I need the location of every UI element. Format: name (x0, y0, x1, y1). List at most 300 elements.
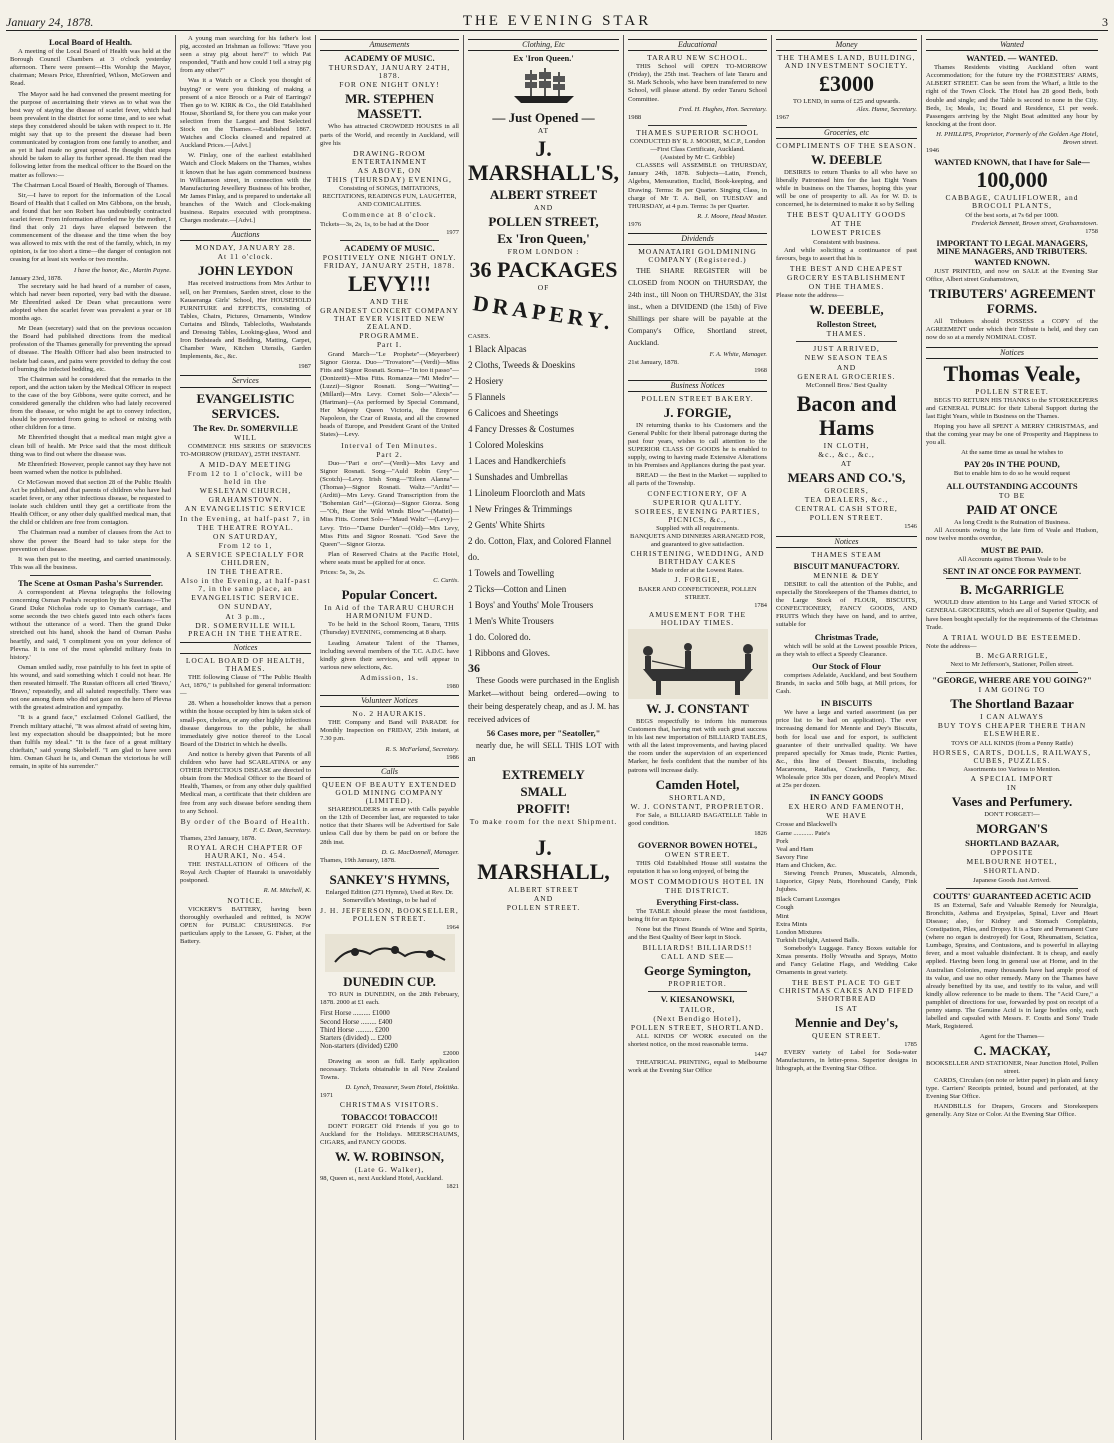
ad-text: WESLEYAN CHURCH, (199, 486, 292, 496)
list-item: 2 Hosiery (468, 375, 504, 386)
ad-text: A SERVICE SPECIALLY FOR CHILDREN, (186, 549, 305, 567)
ad-text: (Next Bendigo Hotel), (653, 1013, 742, 1023)
article-paragraph: The secretary said he had heard of a number of cases, which had never been reported, very bad with the disease. Mr Ehrenfried asked Dr Dean what precautions were adopted when the scarlet fever was prevalent a year or 18 months ago. (10, 282, 171, 323)
ad-body: Enlarged Edition (271 Hymns), Used at Rev. Dr. Somerville's Meetings, to be had of (325, 888, 454, 904)
ad-body: And while soliciting a continuance of past favours, begs to assert that his is (776, 246, 917, 262)
notice-signature: F. C. Dean, Secretary. (252, 826, 311, 834)
ad-text: PAY 20s IN THE POUND, (964, 459, 1060, 470)
divider (946, 578, 1078, 579)
ad-text: SENT IN AT ONCE FOR PAYMENT. (942, 566, 1082, 577)
ad-text: GENERAL GROCERIES. (797, 371, 896, 381)
list-item: 1 Black Alpacas (468, 343, 527, 354)
ad-text: AND (533, 203, 554, 213)
ad-body: CLASSES will ASSEMBLE on THURSDAY, January 24th, 1878. Subjects—Latin, French, Algebra, Mensuration, Euclid, Book-keeping, and Drawing. Terms: 8s per Quarter. Singing Class, in charge of Mr T. A. Bell, on TUESDAY and THURSDAY, at 4 p.m. Terms: 3s per Quarter. (628, 162, 767, 210)
ad-headline: Bacon and Hams (796, 390, 897, 440)
article-headline: The Scene at Osman Pasha's Surrender. (18, 577, 163, 588)
ad-text: ON THE THAMES. (808, 281, 885, 291)
divider (340, 240, 439, 241)
section-heading-notices: Notices (776, 536, 917, 548)
ad-text: OPPOSITE (990, 848, 1034, 858)
ad-text: I AM GOING TO (978, 685, 1046, 695)
notice-title: NOTICE. (227, 895, 264, 905)
ad-text: Tickets—3s, 2s, 1s, to be had at the Door (320, 220, 429, 228)
merchant-name: W. DEEBLE, (809, 302, 884, 318)
ad-text: SHORTLAND, (669, 792, 726, 802)
ad-text: THE THEATRE ROYAL. (197, 522, 294, 532)
ad-number: 1826 (754, 830, 767, 837)
section-heading-clothing: Clothing, Etc (468, 39, 619, 51)
ad-text: THE BEST AND CHEAPEST (789, 263, 904, 273)
list-item: Black Currant Lozenges (776, 896, 841, 904)
ad-body: ALL KINDS OF WORK executed on the shortest notice, on the most reasonable terms. (628, 1032, 767, 1048)
ad-body: IS an External, Safe and Valuable Remedy for Neuralgia, Bronchitis, Asthma and Erysipelas, Spinal, Liver and Heart Disease; also, for Kidney and Stomach Complaints, Constipation, Piles, and Dropsy. It is a Sure and Permanent Cure (where no organ is destroyed) for Gout, Rheumatism, Sciatica, Lumbago, Sprains, and Contusions, and is powerful in allaying fever, and a most valuable disinfectant. It is cheap, and easily applied. Having been long in general use at Home, and in the Australian Colonies, many thousands have had ample proof of its value, and use no other remedy. Many on the Thames have already benefited by its use, and testify to its value, and will kindly allow reference to be made to them. The "Acid Cure," a pamphlet of directions for use, forwarded by post on receipt of a penny stamp. The Genuine Acid is in large bottles only, each labelled and capsuled with Messrs. F. Coutts and Sons' Trade Mark, Registered. (926, 901, 1098, 1031)
article-paragraph: A correspondent at Plevna telegraphs the following concerning Osman Pasha's reception by the Russians:—The Grand Duke Nicholas rode up to Osman's carriage, and some seconds the two chiefs gazed into each other's faces without the utterance of a word. Then the grand Duke stretched out his hand, shook the hand of Osman Pasha heartily, and said, 'I compliment you on your defence of Plevna. It is one of the most splendid military feats in history.' (10, 589, 171, 661)
ad-number: 1546 (904, 523, 917, 531)
ad-body: EVERY variety of Label for Soda-water Manufacturers, in letter-press. Superior designs in lithograph, at the Evening Star Office. (776, 1048, 917, 1072)
section-heading-dividends: Dividends (628, 233, 767, 245)
ad-signature: Frederick Bennett, Brown street, Grahamstown. (971, 219, 1098, 227)
list-item: Savory Fine (776, 853, 809, 861)
ad-body: To be held in the School Room, Tararu, THIS (Thursday) EVENING, commencing at 8 sharp. (320, 621, 459, 637)
ad-date: 21st January, 1878. (628, 359, 679, 367)
ad-text: Christmas Trade, (814, 631, 879, 642)
ad-text: A SPECIAL IMPORT (970, 773, 1054, 783)
ad-title: POLLEN STREET BAKERY. (641, 393, 754, 403)
article-paragraph: Was it a Watch or a Clock you thought of buying? or were you thinking of making a present of a nice Brooch or a Pair of Earrings? Then go to W. KIRK & Co., the Old Established House, Shortland St, for there you can make your selection from the Largest and Best Selected Stock on the Thames.—Established 1867. Watches and Clocks cleaned and repaired at Auckland Prices.—[Advt.] (180, 77, 311, 150)
ad-text: TEA DEALERS, &c., (804, 495, 889, 505)
ad-text: ON SUNDAY, (218, 602, 273, 612)
ad-text: Prices: 5s, 3s, 2s. (320, 568, 366, 576)
loan-amount: £3000 (819, 71, 874, 97)
ad-text: W. J. CONSTANT, PROPRIETOR. (630, 801, 765, 811)
ad-title: Popular Concert. (341, 587, 438, 603)
ad-title: IMPORTANT TO LEGAL MANAGERS, MINE MANAGERS, AND TRIBUTERS. (936, 237, 1088, 256)
ad-number: 1964 (446, 924, 459, 932)
hotel-name: Camden Hotel, (655, 776, 740, 792)
ad-text: PROPRIETOR. (668, 979, 727, 989)
column-1 (6, 35, 176, 1440)
article-paragraph: A young man searching for his father's lost pig, accosted an Irishman as follows: "Have you seen a stray pig about here?" to which Pat responded, "Faith and how could I tell a stray pig from any other?" (180, 35, 311, 75)
ad-text: AS ABOVE, ON (357, 165, 422, 175)
ad-text: Of the best sorts, at 7s 6d per 1000. (965, 211, 1059, 219)
ad-text: &c., &c., &c., (818, 449, 875, 459)
ad-number: 1986 (446, 753, 459, 761)
ad-title: DUNEDIN CUP. (343, 974, 436, 990)
section-heading-groceries: Groceries, etc (776, 127, 917, 139)
notice-body: And notice is hereby given that Parents of all children who have had SCARLATINA or any OTHER INFECTIOUS DISEASE are directed to obtain from the Medical Officer to the Board of Health, Thames, or from any other duly qualified Medical man, a certificate that their children are free from any such disease before sending them to any School. (180, 750, 311, 815)
ad-title: WANTED. — WANTED. (966, 53, 1058, 64)
ad-text: THURSDAY, JANUARY 24TH, 1878. (328, 63, 451, 81)
column-3 (316, 35, 464, 1440)
ad-body: All Accounts owing to the late firm of Veale and Hudson, now twelve months overdue, (926, 526, 1098, 542)
letter-address: The Chairman Local Board of Health, Borough of Thames. (12, 181, 169, 189)
list-item: Crosse and Blackwell's (776, 821, 838, 829)
ad-text: Made to order at the Lowest Rates. (651, 567, 744, 575)
ad-signature: C. Curtis. (433, 577, 459, 585)
ad-text: IN THE THEATRE. (207, 567, 284, 577)
list-total: 36 (468, 660, 480, 675)
ship-illustration (509, 66, 579, 106)
shop-name: MORGAN'S (976, 821, 1048, 837)
ad-text: IN (1007, 783, 1017, 792)
ad-text: BUY TOYS CHEAPER THERE THAN ELSEWHERE. (937, 721, 1087, 739)
programme-list: Duo—"Pari e oro"—(Verdi)—Mrs Levy and Signor Rosnati. Song—"Auld Robin Grey"—(Scotch)—Levy. Irish Song—"Eileen Alanna"—(Thomas)—Signor Rosnati. Waltz—"Arditi"—(Arditi)—Mrs Levy. Grand Transcription from the "Bohemian Girl"—(Giorza)—Signor Giorza. Song—"Oh, Hear the Wild Winds Blow"—(Mattei)—Miss Fitts. Cornet Solo—"Maud Waltz"—(Levy)—Levy. Trio—"Dame Durden"—(Old)—Mrs Levy, Miss Fitts and Signor Rosnati. "God Save the Queen"—Signor Giorza. (320, 459, 459, 548)
ad-text: As long Credit is the Ruination of Business. (953, 518, 1071, 526)
ad-text: MELBOURNE HOTEL, (966, 857, 1058, 867)
ad-subtitle: The Rev. Dr. SOMERVILLE (193, 422, 298, 433)
ad-body: Somebody's Luggage. Fancy Boxes suitable for Xmas presents. Holly Wreaths and Sprays, Motto and Fancy Gelatine Flags, and Wedding Cake Ornaments in great variety. (776, 944, 917, 977)
ad-text: AT THE (830, 219, 863, 229)
ad-text: Also in the Evening, at half-past 7, in the same place, an (180, 576, 311, 594)
merchant-name: W. W. ROBINSON, (335, 1148, 444, 1164)
notice-clause: 28. When a householder knows that a person within the house occupied by him is taken sick of small-pox, cholera, or any other highly infectious disease dangerous to the public, he shall immediately give notice thereof to the Local Board of the District in which he dwells. (180, 700, 311, 748)
letter-date: January 23rd, 1878. (10, 274, 63, 282)
ad-text: AN EVANGELISTIC SERVICE (184, 504, 307, 514)
ad-text: In the Evening, at half-past 7, in (180, 513, 311, 523)
article-paragraph: Mr Dean (secretary) said that on the previous occasion the Board had published directions from the medical profession of the Thames generally for preventing the spread of disease. The Health Officer had also been instructed to isolate bad cases, and pains were provided to defray the cost of burning the infected bedding, etc. (10, 325, 171, 373)
ad-text: NEW SEASON TEAS (804, 353, 889, 363)
ad-title: WANTED KNOWN. (974, 256, 1050, 267)
list-item: 5 Flannels (468, 391, 506, 402)
ad-text: ALL OUTSTANDING ACCOUNTS (946, 480, 1078, 491)
ad-text: TAILOR, (679, 1004, 716, 1014)
ad-text: Assortments too Various to Mention. (963, 765, 1061, 773)
ad-body: CARDS, Circulars (on note or letter paper) in plain and fancy type. Carriers' Receipts printed, bound and perforated, at the Evening Star Office. (926, 1076, 1098, 1100)
column-6 (772, 35, 922, 1440)
list-item: Cough (776, 904, 794, 912)
article-paragraph: Cr McGowan moved that section 28 of the Public Health Act be published, and that parents of children who have had scarlet fever, or any other infectious disease, be requested to isolate such children until they get a certificate from the Health Officer, or any other duly qualified medical man, that the child or children are free from contagion. (10, 478, 171, 527)
ad-text: CHRISTENING, WEDDING, AND BIRTHDAY CAKES (630, 549, 765, 567)
column-7 (922, 35, 1102, 1440)
merchant-name: C. MACKAY, (973, 1043, 1051, 1059)
newspaper-title: THE EVENING STAR (462, 13, 652, 29)
ad-text: POLLEN STREET. (975, 386, 1049, 396)
ad-text: QUEEN OF BEAUTY EXTENDED GOLD MINING COMPANY (LIMITED). (322, 779, 457, 806)
auction-date: MONDAY, JANUARY 28. (195, 243, 296, 253)
ad-text: All Accounts against Thomas Veale to be (957, 556, 1067, 564)
ad-text: THE BEST QUALITY GOODS (786, 210, 907, 220)
ad-text: BANQUETS AND DINNERS ARRANGED FOR, and guaranteed to give satisfaction. (629, 532, 765, 549)
ad-signature: R. J. Moore, Head Master. (697, 212, 767, 220)
ad-text: Our Stock of Flour (811, 660, 882, 671)
ad-text: From 12 to 1, (218, 540, 273, 550)
ad-title: BISCUIT MANUFACTORY. (793, 560, 900, 571)
notice-date: Thames, 23rd January, 1878. (180, 834, 257, 842)
ad-body: Thames Residents visiting Auckland often want Accommodation; for the future try the FORESTERS' ARMS, ALBERT STREET. Can be seen from the Wharf, a little to the right of the Town Clock. The Hotel has 28 good Beds, both double and single; and the Table is second to none in the City. Beds, 1s; Meals, 1s; Board and Residence, £1 per week. Passengers arriving by the Night Boat admitted any hour by knocking at the front door. (926, 64, 1098, 128)
article-paragraph: W. Finlay, one of the earliest established Watch and Clock Makers on the Thames, wishes it known that he has again commenced business in Williamson street, in connection with the Manufacturing Jewellery Business of his brother, Mr James Finlay, and is prepared to undertake all branches of the Watch and Clock-making business. Repairs executed with promptness. Charges moderate.—[Advt.] (180, 152, 311, 225)
issue-date: January 24, 1878. (6, 15, 94, 29)
ad-body: Who has attracted CROWDED HOUSES in all parts of the World, and recently in Auckland, will give his (320, 123, 459, 147)
ad-text: Interval of Ten Minutes. (341, 440, 438, 450)
section-heading-money: Money (776, 39, 917, 51)
ad-number: 1821 (446, 1183, 459, 1191)
merchant-name: W. DEEBLE (810, 151, 883, 167)
ad-text: GRAHAMSTOWN. (208, 495, 283, 505)
ad-signature: D. G. MacDonnell, Manager. (381, 848, 459, 856)
ad-number: 1946 (926, 147, 940, 155)
divider (648, 125, 747, 126)
ad-text: AT (537, 126, 550, 136)
ad-text: OWEN STREET. (664, 850, 731, 860)
section-heading-volunteer: Volunteer Notices (320, 695, 459, 707)
divider (340, 868, 439, 869)
ad-body: We have a large and varied assortment (as per price list to be had on application). The ever increasing demand for Mennie and Dey's Biscuits, both for local use and for export, is sufficient guarantee of their unrivalled quality. We have prepared specially for Xmas trade, Picnic Parties, &c., this line of Dessert Biscuits, including Macaroons, Ratafias, Cracknells, Fancy, &c. Wholesale price 30s per dozen, and People's Mixed at 25s per dozen. (776, 709, 917, 790)
ad-body: None but the Finest Brands of Wine and Spirits, and the Best Quality of Beer kept in Stock. (628, 925, 767, 942)
ad-text: ON SATURDAY, (213, 531, 278, 541)
ad-text: IS AT (835, 1003, 858, 1013)
ad-text: TO BE (998, 490, 1026, 500)
ad-signature: R. S. McFarland, Secretary. (385, 745, 459, 753)
merchant-name: George Symington, (644, 963, 751, 979)
ad-text: IN BISCUITS (820, 698, 873, 709)
section-heading-business: Business Notices (628, 380, 767, 392)
list-item: Ham and Chicken, &c. (776, 861, 837, 869)
ad-text: PROFIT! (516, 800, 571, 816)
ad-text: Everything First-class. (656, 896, 739, 907)
ad-text: Part 2. (376, 449, 403, 459)
list-item: 1 Linoleum Floorcloth and Mats (468, 487, 585, 498)
list-item: Extra Mints (776, 920, 808, 928)
ad-text: BAKER AND CONFECTIONER, POLLEN STREET. (638, 585, 757, 601)
ad-number: 1968 (754, 367, 767, 375)
ad-text: GRANDEST CONCERT COMPANY THAT EVER VISITED NEW ZEALAND. (320, 306, 459, 332)
ad-text: EXTREMELY (502, 766, 585, 782)
ad-number: 1447 (754, 1050, 767, 1058)
ad-text: THIS (THURSDAY) EVENING, (327, 175, 452, 185)
ad-text: SMALL (520, 783, 567, 799)
ad-text: Note the address— (926, 642, 977, 650)
divider (30, 575, 151, 576)
ad-title: COUTTS' GUARANTEED ACETIC ACID (933, 890, 1091, 901)
ad-title: THAMES SUPERIOR SCHOOL (636, 127, 759, 137)
merchant-name: MEARS AND CO.'S, (787, 470, 906, 486)
ad-text: In Aid of the TARARU CHURCH HARMONIUM FUND. (324, 603, 455, 621)
ad-text: POLLEN STREET, SHORTLAND. (630, 1022, 765, 1032)
ad-text: At the same time as usual he wishes to (961, 449, 1063, 457)
merchant-name: B. McGARRIGLE, (975, 650, 1049, 660)
ad-body: Plan of Reserved Chairs at the Pacific Hotel, where seats must be applied for at once. (320, 550, 459, 566)
ad-text: EVANGELISTIC SERVICE. (191, 593, 300, 603)
notice-order: By order of the Board of Health. (180, 816, 311, 826)
performer-name: LEVY!!! (347, 270, 432, 296)
list-label: CASES. (468, 332, 491, 340)
ad-body: Hoping you have all SPENT A MERRY CHRISTMAS, and that the coming year may be one of Prosperity and Happiness to you all. (926, 423, 1098, 447)
ad-text: Commence at 8 o'clock. (342, 210, 437, 220)
ad-body: BEGS respectfully to inform his numerous Customers that, having met with such great success in his last new importation of BILLIARD TABLES, with all the latest improvements, and having placed the room under the supervision of an experienced Marker, he feels confident that the number of his patrons will increase daily. (628, 717, 767, 774)
ad-body: Leading Amateur Talent of the Thames, including several members of the T.C. A.D.C. have kindly given their services, and will appear in various new selections, &c. (320, 639, 459, 671)
ad-text: THAMES STEAM (811, 549, 882, 559)
ad-text: Next to Mr Jefferson's, Stationer, Pollen street. (950, 660, 1074, 668)
ad-signature: H. PHILLIPS, Proprietor, Formerly of the Golden Age Hotel, Brown street. (936, 130, 1098, 147)
ad-text: SOIREES, EVENING PARTIES, PICNICS, &c., (634, 506, 761, 524)
letter-signature: I have the honor, &c., Martin Payne. (73, 266, 171, 274)
ad-body: WOULD draw attention to his Large and Varied STOCK of GENERAL GROCERIES, which are all of Superior Quality, and have been bought specially for the requirements of the Christmas Trade. (926, 599, 1098, 631)
ad-body: Drawing as soon as full. Early application necessary. Tickets obtainable in all New Zealand Towns. (320, 1058, 459, 1082)
ad-body: DON'T FORGET Old Friends if you go to Auckland for the Holidays. MEERSCHAUMS, CIGARS, and FANCY GOODS. (320, 1122, 459, 1146)
page-number: 3 (1102, 15, 1108, 29)
performer-name: MR. STEPHEN MASSETT. (345, 91, 434, 122)
ad-subtitle: TOBACCO! TOBACCO!! (341, 1111, 438, 1122)
notice-title: LOCAL BOARD OF HEALTH, THAMES. (185, 655, 306, 673)
notice-signature: R. M. Mitchell, K. (263, 887, 311, 895)
ad-text: IN FANCY GOODS (809, 792, 884, 803)
prize-row: Third Horse .......... £200 (320, 1025, 390, 1034)
ad-headline: Vases and Perfumery. (951, 794, 1073, 810)
ad-text: "GEORGE, WHERE ARE YOU GOING?" (932, 675, 1092, 686)
section-heading-amusements: Amusements (320, 39, 459, 51)
section-heading-educational: Educational (628, 39, 767, 51)
ad-text: BILLIARDS! BILLIARDS!! (642, 943, 753, 953)
ad-text: WE HAVE (826, 811, 867, 821)
ad-text: Japanese Goods Just Arrived. (973, 876, 1051, 884)
ad-text: SHORTLAND. (983, 866, 1041, 876)
article-paragraph: Mr Ehrenfried thought that a medical man might give a clean bill of health. Mr Price said that the most difficult thing was to find out where the disease was. (10, 434, 171, 458)
ad-text: Agent for the Thames— (979, 1033, 1045, 1041)
ad-signature: Alex. Hume, Secretary. (856, 106, 917, 114)
merchant-name: B. McGARRIGLE (960, 582, 1064, 598)
prize-row: Second Horse ......... £400 (320, 1017, 393, 1026)
ad-body: BREAD — the Best in the Market — supplied to all parts of the Township. (628, 472, 767, 488)
auction-time: At 11 o'clock. (217, 252, 274, 262)
ad-body: All Tributers should POSSESS a COPY of the AGREEMENT under which their Tribute is held, and they can now do so at a merely NOMINAL COST. (926, 318, 1098, 342)
divider (648, 991, 747, 992)
list-item: 2 Cloths, Tweeds & Doeskins (468, 359, 575, 370)
ad-body: TO RUN in DUNEDIN, on the 28th February, 1878. 2000 at £1 each. (320, 991, 459, 1007)
list-item: 1 Men's White Trousers (468, 615, 554, 626)
auctioneer-name: JOHN LEYDON (198, 263, 293, 279)
ad-text: HORSES, CARTS, DOLLS, RAILWAYS, CUBES, PUZZLES. (932, 747, 1092, 765)
ad-text: THE BEST PLACE TO GET CHRISTMAS CAKES AND FIFED SHORTBREAD (779, 978, 914, 1004)
prize-total: £2000 (443, 1049, 459, 1057)
article-headline: Local Board of Health. (48, 37, 133, 47)
list-item: 6 Calicoes and Sheetings (468, 407, 559, 418)
masthead (6, 4, 1108, 31)
ad-text: FROM LONDON : (507, 247, 580, 257)
ad-text: MOST COMMODIOUS HOTEL IN THE DISTRICT. (630, 877, 765, 895)
notice-title: ROYAL ARCH CHAPTER OF HAURAKI, No. 454. (187, 842, 304, 861)
ad-text: TO LEND, in sums of £25 and upwards. (792, 98, 901, 106)
ad-title: ACADEMY OF MUSIC. (344, 53, 435, 64)
ad-text: FOR ONE NIGHT ONLY! (339, 80, 440, 90)
ad-body: Stewing French Prunes, Muscatels, Almonds, Liquorice, Gipsy Nuts, Horehound Candy, Fink Jujubes. (776, 870, 917, 894)
list-item: 4 Fancy Dresses & Costumes (468, 423, 574, 434)
ad-text: ALBERT STREET (489, 187, 598, 203)
ad-text: POSITIVELY ONE NIGHT ONLY. FRIDAY, JANUARY 25TH, 1878. (322, 252, 457, 270)
ad-text: CABBAGE, CAULIFLOWER, and BROCOLI PLANTS, (945, 193, 1079, 211)
column-2 (176, 35, 316, 1440)
prize-row: Starters (divided) ... £200 (320, 1033, 392, 1042)
ad-text: Consistent with business. (813, 238, 880, 246)
list-item: 2 Gents' White Shirts (468, 519, 545, 530)
ad-title: CHRISTMAS VISITORS. (339, 1100, 440, 1110)
list-item: 1 New Fringes & Trimmings (468, 503, 573, 514)
list-item: Mint (776, 912, 789, 920)
ad-number: 1784 (754, 601, 767, 609)
ad-text: (Assisted by Mr C. Gribble) (660, 154, 735, 162)
ad-text: AND THE (369, 296, 410, 306)
ad-text: McConnell Bros.' Best Quality (805, 381, 888, 389)
ad-text: Ex 'Iron Queen.' (513, 53, 574, 64)
ad-number: 1987 (298, 363, 311, 371)
ad-text: AND (533, 894, 554, 904)
horse-race-illustration (325, 934, 455, 972)
prize-row: Non-starters (divided) £200 (320, 1041, 398, 1050)
ad-text: Supplied with all requirements. (656, 524, 739, 532)
ad-text: GROCERS, (824, 486, 869, 496)
article-paragraph: The Mayor said he had convened the present meeting for the purpose of ascertaining their views as to what was the best way of staying the disease of scarlet fever, which had been prevalent in the district for some time, and to see what steps they considered should be taken with respect to it. He might say that up to the present the disease had been communicated by contagion from one family to another, and as yet it had made no great spread. He thought that steps should be taken to allay its further spread. He then read the following letter from the medical officer to the Board on the matter as follows:— (10, 90, 171, 179)
ad-text: At 3 p.m., (225, 611, 266, 621)
ad-body: These Goods were purchased in the English Market—without being ordered—owing to their being desperately cheap, and as J. M. has received advices of (468, 675, 619, 724)
notice-body: VICKERY'S BATTERY, having been thoroughly overhauled and refitted, is NOW OPEN for PUBLIC CRUSHINGS. For particulars apply to the Lessee, G. Fisher, at the Battery. (180, 905, 311, 945)
ad-body: nearly due, he will SELL THIS LOT with an (468, 740, 619, 763)
ad-text: EX HERO AND FAMENOTH, (788, 802, 905, 812)
ad-body: THIS School will OPEN TO-MORROW (Friday), the 25th inst. Teachers of late Tararu and St. Mark Schools, who have been transferred to new School, will please attend. By order Tararu School Committee. (628, 63, 767, 103)
article-paragraph: Mr Ehrenfried: However, people cannot say they have not been warned when the notice is published. (10, 460, 171, 476)
goods-list (468, 341, 619, 661)
auction-body: Has received instructions from Mrs Arthur to sell, on her Premises, Sarden street, close to the Kauaeranga Girls' School, Her HOUSEHOLD FURNITURE and EFFECTS, consisting of Tables, Chairs, Pictures, Ornaments, Window Curtains and Blinds, Tablecloths, Washstands and Dressing Tables, Looking-glass, Wood and Iron Bedsteads and Bedding, Matting, Carpet, Chamber Ware, Kitchen Utensils, Garden Implements, &c., &c. (180, 280, 311, 361)
ad-text: To make room for the next Shipment. (469, 816, 618, 826)
ad-text: IN CLOTH, (823, 440, 870, 450)
ad-number: 1980 (446, 683, 459, 690)
list-item: 1 Ribbons and Gloves. (468, 647, 550, 658)
ad-number: 1758 (1085, 227, 1098, 235)
list-item: Turkish Delight, Aniseed Balls. (776, 936, 860, 944)
ad-title: SANKEY'S HYMNS, (329, 871, 450, 887)
ad-text: Please note the address— (776, 292, 844, 300)
divider (946, 672, 1078, 673)
ad-text: Ex 'Iron Queen,' (497, 231, 590, 247)
article-paragraph: It was then put to the meeting, and carried unanimously. This was all the business. (10, 555, 171, 571)
ad-text: No. 2 HAURAKIS. (352, 709, 427, 719)
ad-number: 1971 (320, 1092, 334, 1100)
merchant-name: MENNIE & DEY (813, 570, 880, 580)
ad-body: COMMENCE HIS SERIES OF SERVICES TO-MORROW (FRIDAY), 25TH INSTANT. (180, 442, 311, 458)
notice-body: THE INSTALLATION of Officers of the Royal Arch Chapter of Hauraki is unavoidably postponed. (180, 861, 311, 885)
ad-title: EVANGELISTIC SERVICES. (196, 390, 295, 421)
ad-text: A MID-DAY MEETING (199, 459, 292, 469)
ad-text: POLLEN STREET. (809, 513, 884, 523)
hotel-name: GOVERNOR BOWEN HOTEL, (637, 840, 758, 851)
list-item: 1 Towels and Towelling (468, 567, 555, 578)
article-paragraph: The Chairman read a number of clauses from the Act to show the power the Board had to take steps for the prevention of disease. (10, 529, 171, 553)
article-paragraph: Sir,—I have to report for the information of the Local Board of Health that I called on Mrs Gibbons, on the brush, and found that her son Robert has undoubtedly contracted scarlet fever. From information afforded me by the mother, I find that only 21 days have elapsed between the commencement of the disease and the time when the boy was allowed to mix with the rest of the family, which, in my opinion, is far too short a time—the danger of contagion not ceasing for at least six weeks or two months. (10, 191, 171, 264)
ad-signature: Fred. H. Hughes, Hon. Secretary. (678, 105, 767, 113)
plant-count: 100,000 (976, 167, 1048, 193)
ad-headline: DRAPERY. (471, 289, 616, 335)
list-item: 1 Boys' and Youths' Mole Trousers (468, 599, 594, 610)
ad-signature: F. A. White, Manager. (709, 351, 767, 359)
ad-text: From 12 to 1 o'clock, will be held in the (187, 469, 304, 487)
ad-text: CONDUCTED BY R. J. MOORE, M.C.P., London—First Class Certificate, Auckland. (629, 137, 766, 154)
ad-body: THEATRICAL PRINTING, equal to Melbourne work at the Evening Star Office (628, 1059, 767, 1075)
ad-text: PROGRAMME. (359, 331, 420, 341)
ad-text: TOYS OF ALL KINDS (from a Penny Rattle) (951, 739, 1073, 747)
ad-text: POLLEN STREET, (488, 214, 599, 230)
list-item: 1 Colored Moleskins (468, 439, 544, 450)
ad-body: The TABLE should please the most fastidious, being fit for an Epicure. (628, 907, 767, 923)
list-item: Game ............ Pate's (776, 829, 830, 837)
section-heading-calls: Calls (320, 766, 459, 778)
ad-text: JUST ARRIVED, (813, 344, 880, 354)
section-heading-services: Services (180, 375, 311, 387)
ad-text: A TRIAL WOULD BE ESTEEMED. (942, 632, 1082, 642)
ad-title: MOANATAIRI GOLDMINING COMPANY (Registered.) (638, 247, 757, 265)
ad-title: TARARU NEW SCHOOL. (647, 53, 748, 63)
ad-body: THE SHARE REGISTER will be CLOSED from NOON on THURSDAY, the 24th inst., till Noon on THURSDAY, the 31st inst., when a DIVIDEND (the 15th) of Five Shillings per share will be payable at the Company's Office, Shortland street, Auckland. (628, 266, 767, 348)
ad-body: IN returning thanks to his Customers and the General Public for their liberal patronage during the past four years, wishes to call attention to the SUPERIOR CLASS OF GOODS he is enabled to supply, owing to having made Extensive Alterations in his Premises and Appliances during the past year. (628, 421, 767, 470)
ad-text: QUEEN STREET. (811, 1030, 882, 1040)
ad-text: J. FORGIE, (674, 575, 721, 585)
